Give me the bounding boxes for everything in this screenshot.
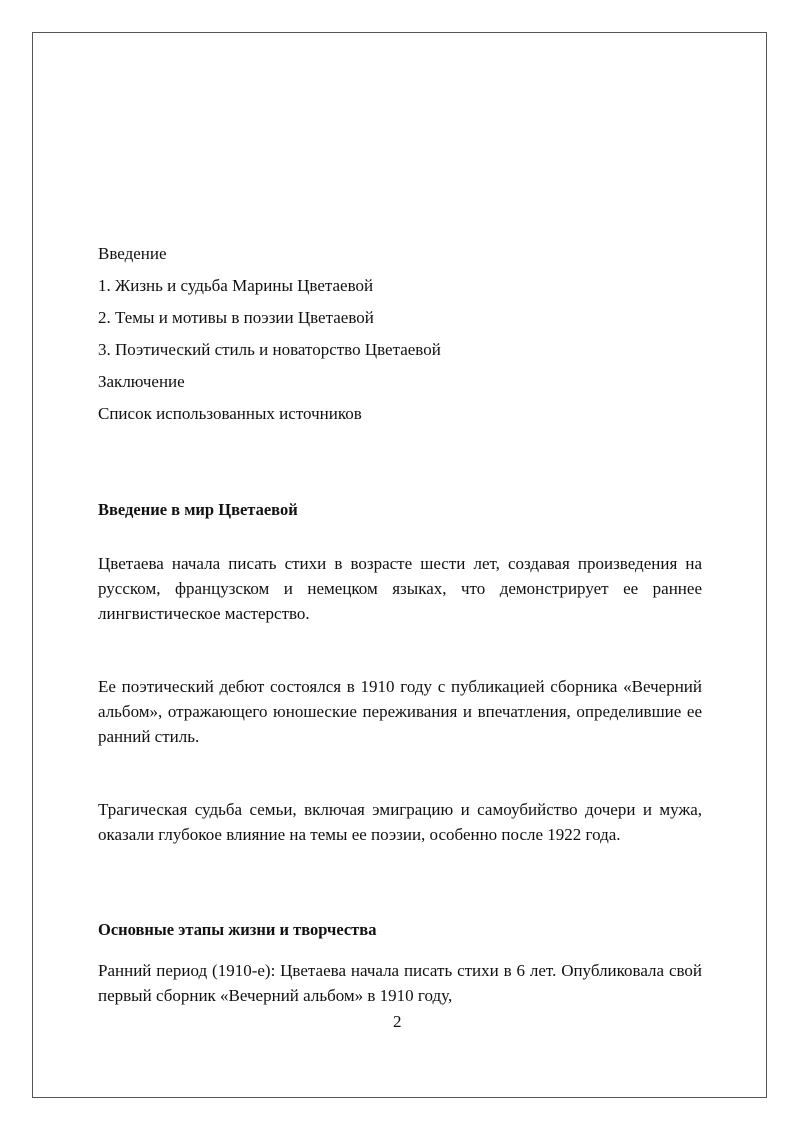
toc-item-chapter-3: 3. Поэтический стиль и новаторство Цветаевой [98,340,441,359]
toc-item-chapter-1: 1. Жизнь и судьба Марины Цветаевой [98,276,374,295]
section-heading-life-stages: Основные этапы жизни и творчества [98,920,377,939]
toc-item-references: Список использованных источников [98,404,362,423]
paragraph-early-period: Ранний период (1910-е): Цветаева начала писать стихи в 6 лет. Опубликовала свой первый сборник «Вечерний альбом» в 1910 году, [98,961,702,1005]
paragraph-family-fate: Трагическая судьба семьи, включая эмиграцию и самоубийство дочери и мужа, оказали глубокое влияние на темы ее поэзии, особенно после 1922 года. [98,800,702,844]
page-number: 2 [393,1012,402,1031]
table-of-contents [98,238,702,430]
toc-item-conclusion: Заключение [98,372,185,391]
toc-item-introduction: Введение [98,244,167,263]
paragraph-debut: Ее поэтический дебют состоялся в 1910 году с публикацией сборника «Вечерний альбом», отражающего юношеские переживания и впечатления, определившие ее ранний стиль. [98,677,702,746]
toc-item-chapter-2: 2. Темы и мотивы в поэзии Цветаевой [98,308,374,327]
paragraph-early-writing: Цветаева начала писать стихи в возрасте шести лет, создавая произведения на русском, французском и немецком языках, что демонстрирует ее раннее лингвистическое мастерство. [98,554,702,623]
section-heading-intro: Введение в мир Цветаевой [98,500,298,519]
